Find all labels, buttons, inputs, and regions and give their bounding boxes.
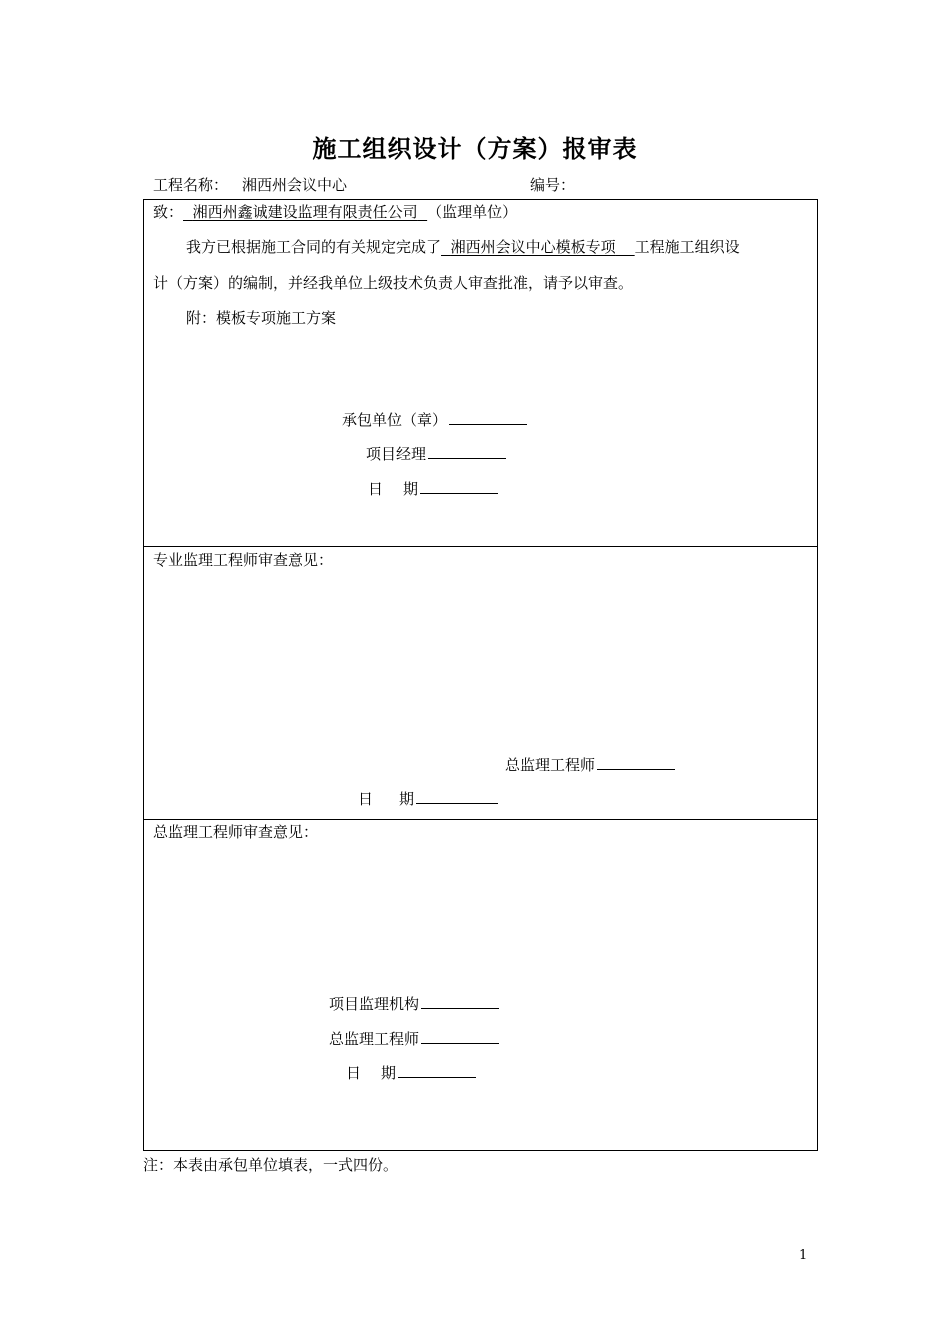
project-name-label: 工程名称： (153, 176, 229, 194)
serial-number-label: 编号： (530, 176, 576, 194)
contractor-date-row: 日 期 (368, 479, 498, 497)
section2-date-row: 日 期 (358, 789, 498, 807)
section3-date-row: 日 期 (346, 1063, 476, 1081)
section2-date-field[interactable] (416, 789, 498, 804)
section-divider-2 (143, 819, 818, 820)
addressee-suffix: （监理单位） (427, 203, 518, 221)
section-divider-1 (143, 546, 818, 547)
contractor-date-field[interactable] (420, 479, 498, 494)
addressee-row (153, 205, 517, 220)
project-name-value: 湘西州会议中心 (242, 176, 348, 194)
attachment-text: 附：模板专项施工方案 (186, 309, 337, 327)
project-manager-label: 项目经理 (366, 445, 427, 463)
project-manager-field[interactable] (428, 444, 506, 459)
section3-chief-field[interactable] (421, 1029, 499, 1044)
form-note: 注：本表由承包单位填表，一式四份。 (143, 1156, 399, 1174)
statement-line-2: 计（方案）的编制，并经我单位上级技术负责人审查批准，请予以审查。 (153, 274, 634, 292)
section2-chief-row (505, 755, 675, 773)
addressee-label: 致： (153, 203, 184, 221)
section3-date-field[interactable] (398, 1063, 476, 1078)
project-name-row (153, 178, 347, 193)
contractor-seal-label: 承包单位（章） (342, 411, 448, 429)
addressee-unit: 湘西州鑫诚建设监理有限责任公司 (192, 203, 418, 221)
section2-chief-label: 总监理工程师 (505, 756, 596, 774)
contractor-seal-row (342, 410, 527, 428)
statement-project: 湘西州会议中心模板专项 (450, 238, 616, 256)
project-manager-row (366, 444, 506, 462)
page-title: 施工组织设计（方案）报审表 (312, 134, 638, 163)
contractor-seal-field[interactable] (449, 410, 527, 425)
section3-chief-row (329, 1029, 499, 1047)
supervision-org-field[interactable] (421, 994, 499, 1009)
supervision-org-row (329, 994, 499, 1012)
section2-chief-field[interactable] (597, 755, 675, 770)
supervision-org-label: 项目监理机构 (329, 995, 420, 1013)
chief-review-heading: 总监理工程师审查意见： (153, 823, 319, 841)
section3-chief-label: 总监理工程师 (329, 1030, 420, 1048)
page-number: 1 (799, 1248, 808, 1263)
statement-line-1: 我方已根据施工合同的有关规定完成了 湘西州会议中心模板专项 工程施工组织设 (186, 238, 740, 256)
specialist-review-heading: 专业监理工程师审查意见： (153, 551, 334, 569)
